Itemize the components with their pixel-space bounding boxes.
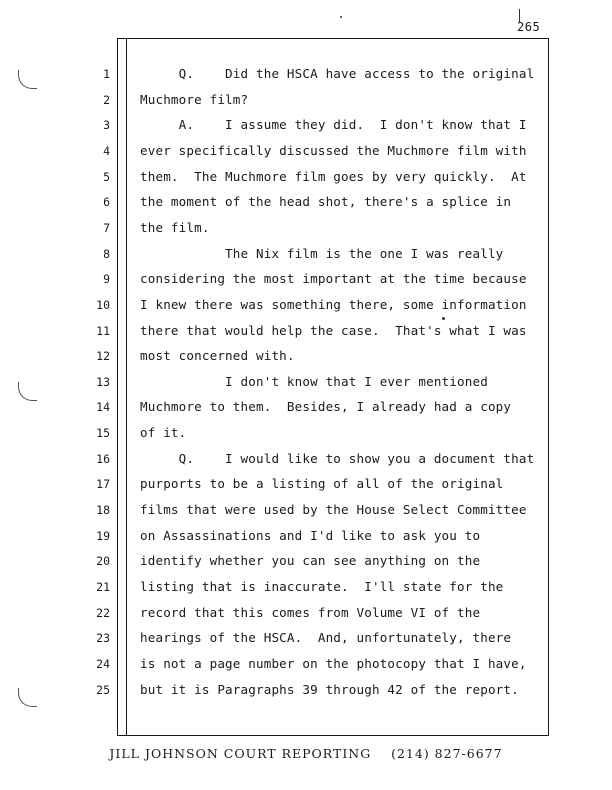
line-number: 13 bbox=[96, 375, 110, 389]
transcript-line: purports to be a listing of all of the original bbox=[140, 476, 504, 491]
line-number: 25 bbox=[96, 683, 110, 697]
transcript-line: identify whether you can see anything on the bbox=[140, 553, 481, 568]
transcript-line: Q. I would like to show you a document that bbox=[140, 451, 535, 466]
line-number: 23 bbox=[96, 631, 110, 645]
line-number: 10 bbox=[96, 298, 110, 312]
footer-court-reporter: JILL JOHNSON COURT REPORTING (214) 827-6677 bbox=[109, 746, 503, 761]
line-number: 15 bbox=[96, 426, 110, 440]
transcript-line: them. The Muchmore film goes by very quickly. At bbox=[140, 169, 527, 184]
line-number: 22 bbox=[96, 606, 110, 620]
transcript-line: The Nix film is the one I was really bbox=[140, 246, 504, 261]
line-number: 16 bbox=[96, 452, 110, 466]
transcript-line: I don't know that I ever mentioned bbox=[140, 374, 488, 389]
transcript-line: of it. bbox=[140, 425, 187, 440]
line-number: 4 bbox=[103, 144, 110, 158]
line-number: 1 bbox=[103, 67, 110, 81]
transcript-line: films that were used by the House Select Committee bbox=[140, 502, 527, 517]
line-number: 6 bbox=[103, 195, 110, 209]
transcript-line: listing that is inaccurate. I'll state for the bbox=[140, 579, 504, 594]
line-number: 7 bbox=[103, 221, 110, 235]
transcript-line: Muchmore film? bbox=[140, 92, 249, 107]
line-number: 14 bbox=[96, 400, 110, 414]
transcript-line: ever specifically discussed the Muchmore film with bbox=[140, 143, 527, 158]
transcript-line: is not a page number on the photocopy that I have, bbox=[140, 656, 527, 671]
line-number: 3 bbox=[103, 118, 110, 132]
line-number: 11 bbox=[96, 324, 110, 338]
transcript-margin-line bbox=[126, 38, 127, 736]
transcript-line: on Assassinations and I'd like to ask you to bbox=[140, 528, 481, 543]
transcript-line: but it is Paragraphs 39 through 42 of the report. bbox=[140, 682, 519, 697]
line-number: 19 bbox=[96, 529, 110, 543]
line-number: 17 bbox=[96, 477, 110, 491]
hole-punch-mark bbox=[18, 688, 37, 707]
transcript-line: A. I assume they did. I don't know that I bbox=[140, 117, 527, 132]
transcript-line: considering the most important at the time because bbox=[140, 271, 527, 286]
line-number: 9 bbox=[103, 272, 110, 286]
line-number: 5 bbox=[103, 170, 110, 184]
speck-mark bbox=[340, 16, 342, 18]
line-number: 21 bbox=[96, 580, 110, 594]
line-number: 8 bbox=[103, 247, 110, 261]
transcript-line: the film. bbox=[140, 220, 210, 235]
transcript-line: I knew there was something there, some information bbox=[140, 297, 527, 312]
line-number: 24 bbox=[96, 657, 110, 671]
transcript-line: there that would help the case. That's what I was bbox=[140, 323, 527, 338]
transcript-line: Muchmore to them. Besides, I already had a copy bbox=[140, 399, 512, 414]
hole-punch-mark bbox=[18, 70, 37, 89]
transcript-line: hearings of the HSCA. And, unfortunately, there bbox=[140, 630, 512, 645]
page-number: 265 bbox=[517, 20, 541, 34]
line-number: 18 bbox=[96, 503, 110, 517]
line-number: 20 bbox=[96, 554, 110, 568]
transcript-line: record that this comes from Volume VI of the bbox=[140, 605, 481, 620]
transcript-line: most concerned with. bbox=[140, 348, 295, 363]
line-number: 12 bbox=[96, 349, 110, 363]
transcript-line: the moment of the head shot, there's a splice in bbox=[140, 194, 512, 209]
speck-mark bbox=[442, 317, 445, 320]
hole-punch-mark bbox=[18, 382, 37, 401]
transcript-line: Q. Did the HSCA have access to the original bbox=[140, 66, 535, 81]
line-number: 2 bbox=[103, 93, 110, 107]
